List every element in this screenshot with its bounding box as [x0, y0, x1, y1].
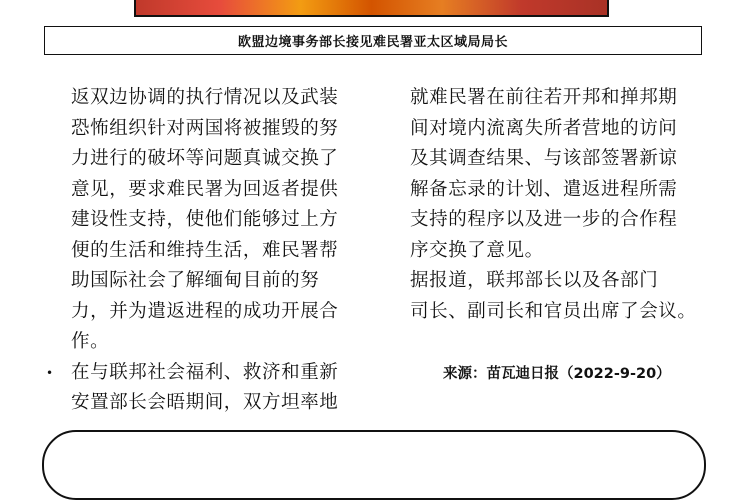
right-paragraph-1: 就难民署在前往若开邦和掸邦期 间对境内流离失所者营地的访问 及其调查结果、与该部签署新谅 解备忘录的计划、遣返进程所需 支持的程序以及进一步的合作程 序交换了意见。 [410, 87, 678, 261]
left-column [46, 83, 367, 419]
next-section-box [42, 430, 706, 500]
right-paragraph-2: 据报道，联邦部长以及各部门 司长、副司长和官员出席了会议。 [410, 270, 697, 322]
left-paragraph: 返双边协调的执行情况以及武装 恐怖组织针对两国将被摧毁的努 力进行的破坏等问题真诚交换了 意见，要求难民署为回返者提供 建设性支持，使他们能够过上方 便的生活和维持生活，难民署帮 助国际社会了解缅甸目前的努 力，并为遣返进程的成功开展合 作。 [71, 87, 339, 352]
article-photo [134, 0, 609, 17]
right-column [385, 83, 710, 327]
photo-caption-box [44, 26, 702, 55]
article-source: 来源：苗瓦迪日报（2022-9-20） [443, 366, 671, 382]
bullet-list-item [46, 358, 367, 419]
photo-caption: 欧盟边境事务部长接见难民署亚太区域局局长 [237, 35, 508, 50]
bullet-text: 在与联邦社会福利、救济和重新 安置部长会晤期间，双方坦率地 [71, 361, 339, 413]
bullet-icon: • [46, 365, 54, 380]
